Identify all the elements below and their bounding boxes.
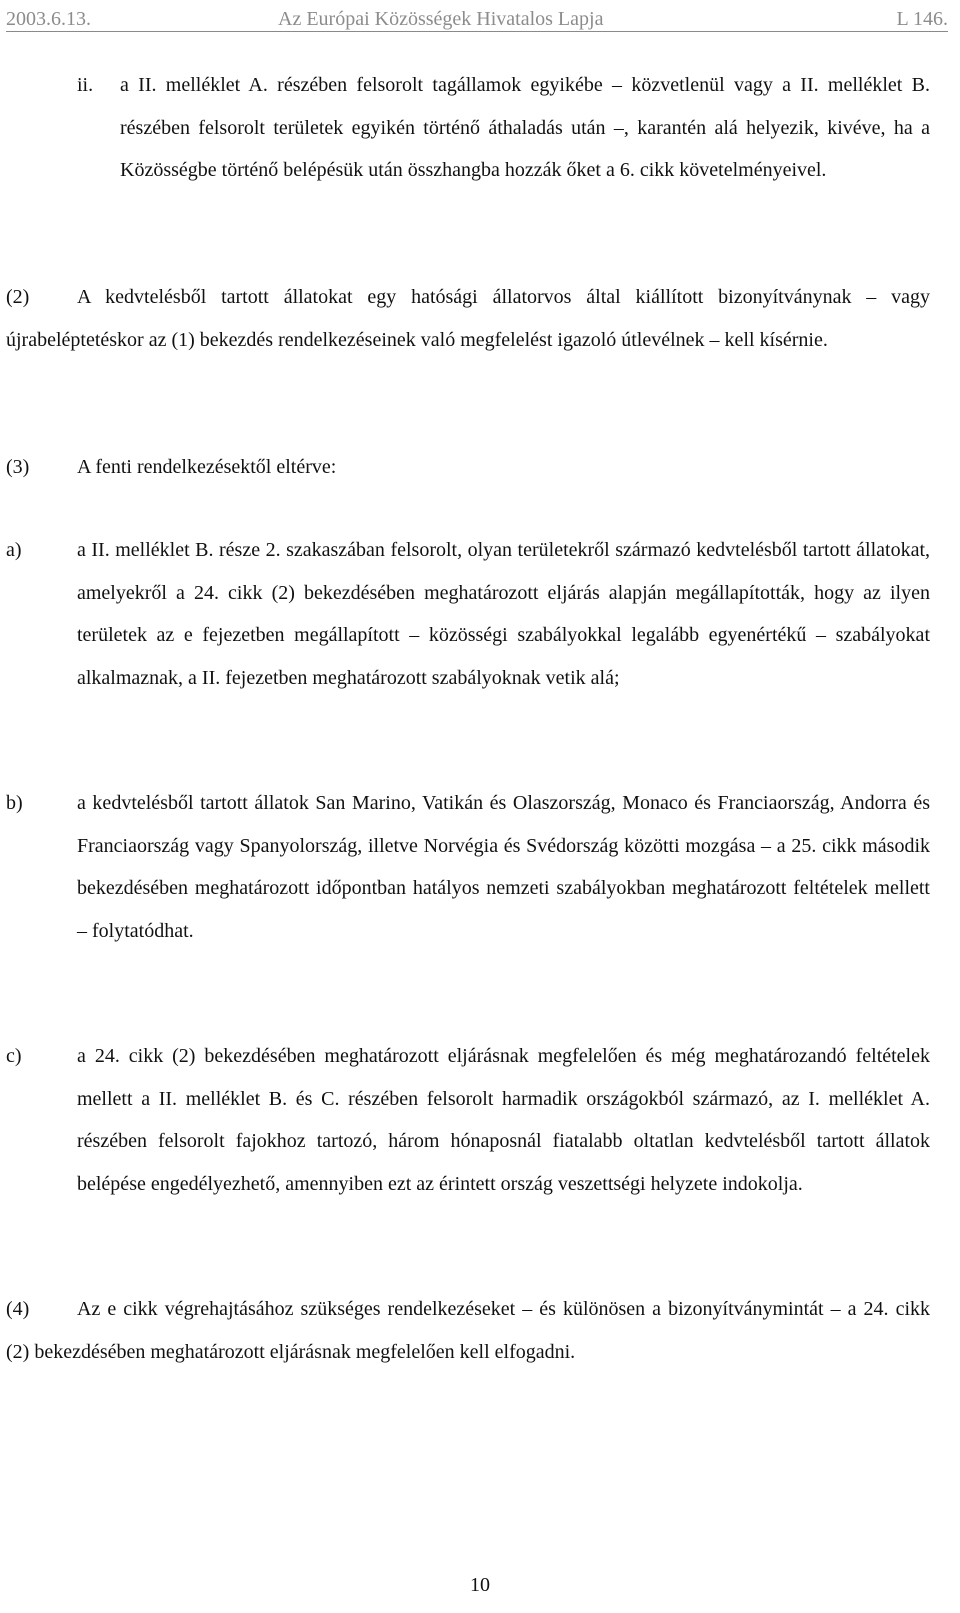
point-ii-marker: ii.	[77, 74, 94, 96]
item-b-text: a kedvtelésből tartott állatok San Marino, Vatikán és Olaszország, Monaco és Franciaország, Andorra és Franciaország vagy Spanyolország, illetve Norvégia és Svédország közötti mozgása – a 25. cikk második bekezdésében meghatározott időpontban hatályos nemzeti szabályokban meghatározott feltételek mellett – folytatódhat.	[77, 792, 930, 942]
paragraph-3-marker: (3)	[6, 456, 30, 478]
paragraph-2-text: A kedvtelésből tartott állatokat egy hatósági állatorvos által kiállított bizonyítványnak – vagy újrabeléptetéskor az (1) bekezdés rendelkezéseinek való megfelelést igazoló útlevélnek – kell kísérnie.	[6, 286, 930, 351]
point-ii-text: a II. melléklet A. részében felsorolt tagállamok egyikébe – közvetlenül vagy a II. melléklet B. részében felsorolt területek egyikén történő áthaladás után –, karantén alá helyezik, kivéve, ha a Közösségbe történő belépésük után összhangba hozzák őket a 6. cikk követelményeivel.	[120, 74, 930, 181]
page-number: 10	[470, 1574, 490, 1596]
header-journal-title: Az Európai Közösségek Hivatalos Lapja	[278, 8, 604, 30]
item-c-text: a 24. cikk (2) bekezdésében meghatározott eljárásnak megfelelően és még meghatározandó feltételek mellett a II. melléklet B. és C. részében felsorolt harmadik országokból származó, az I. melléklet A. részében felsorolt fajokhoz tartozó, három hónaposnál fiatalabb oltatlan kedvtelésből tartott állatok belépése engedélyezhető, amennyiben ezt az érintett ország veszettségi helyzete indokolja.	[77, 1045, 930, 1195]
paragraph-3-lead: A fenti rendelkezésektől eltérve:	[77, 456, 337, 478]
header-issue-reference: L 146.	[896, 8, 948, 30]
page-header	[6, 5, 948, 32]
header-date: 2003.6.13.	[6, 8, 91, 30]
paragraph-2-marker: (2)	[6, 286, 30, 308]
item-b-marker: b)	[6, 792, 23, 814]
item-a-marker: a)	[6, 539, 22, 561]
paragraph-4-marker: (4)	[6, 1298, 30, 1320]
item-c-marker: c)	[6, 1045, 22, 1067]
item-a-text: a II. melléklet B. része 2. szakaszában felsorolt, olyan területekről származó kedvtelésből tartott állatokat, amelyekről a 24. cikk (2) bekezdésében meghatározott eljárás alapján megállapították, hogy az ilyen területek az e fejezetben megállapított – közösségi szabályokkal legalább egyenértékű – szabályokat alkalmaznak, a II. fejezetben meghatározott szabályoknak vetik alá;	[77, 539, 930, 689]
paragraph-4-text: Az e cikk végrehajtásához szükséges rendelkezéseket – és különösen a bizonyítványmintát – a 24. cikk (2) bekezdésében meghatározott eljárásnak megfelelően kell elfogadni.	[6, 1298, 930, 1363]
